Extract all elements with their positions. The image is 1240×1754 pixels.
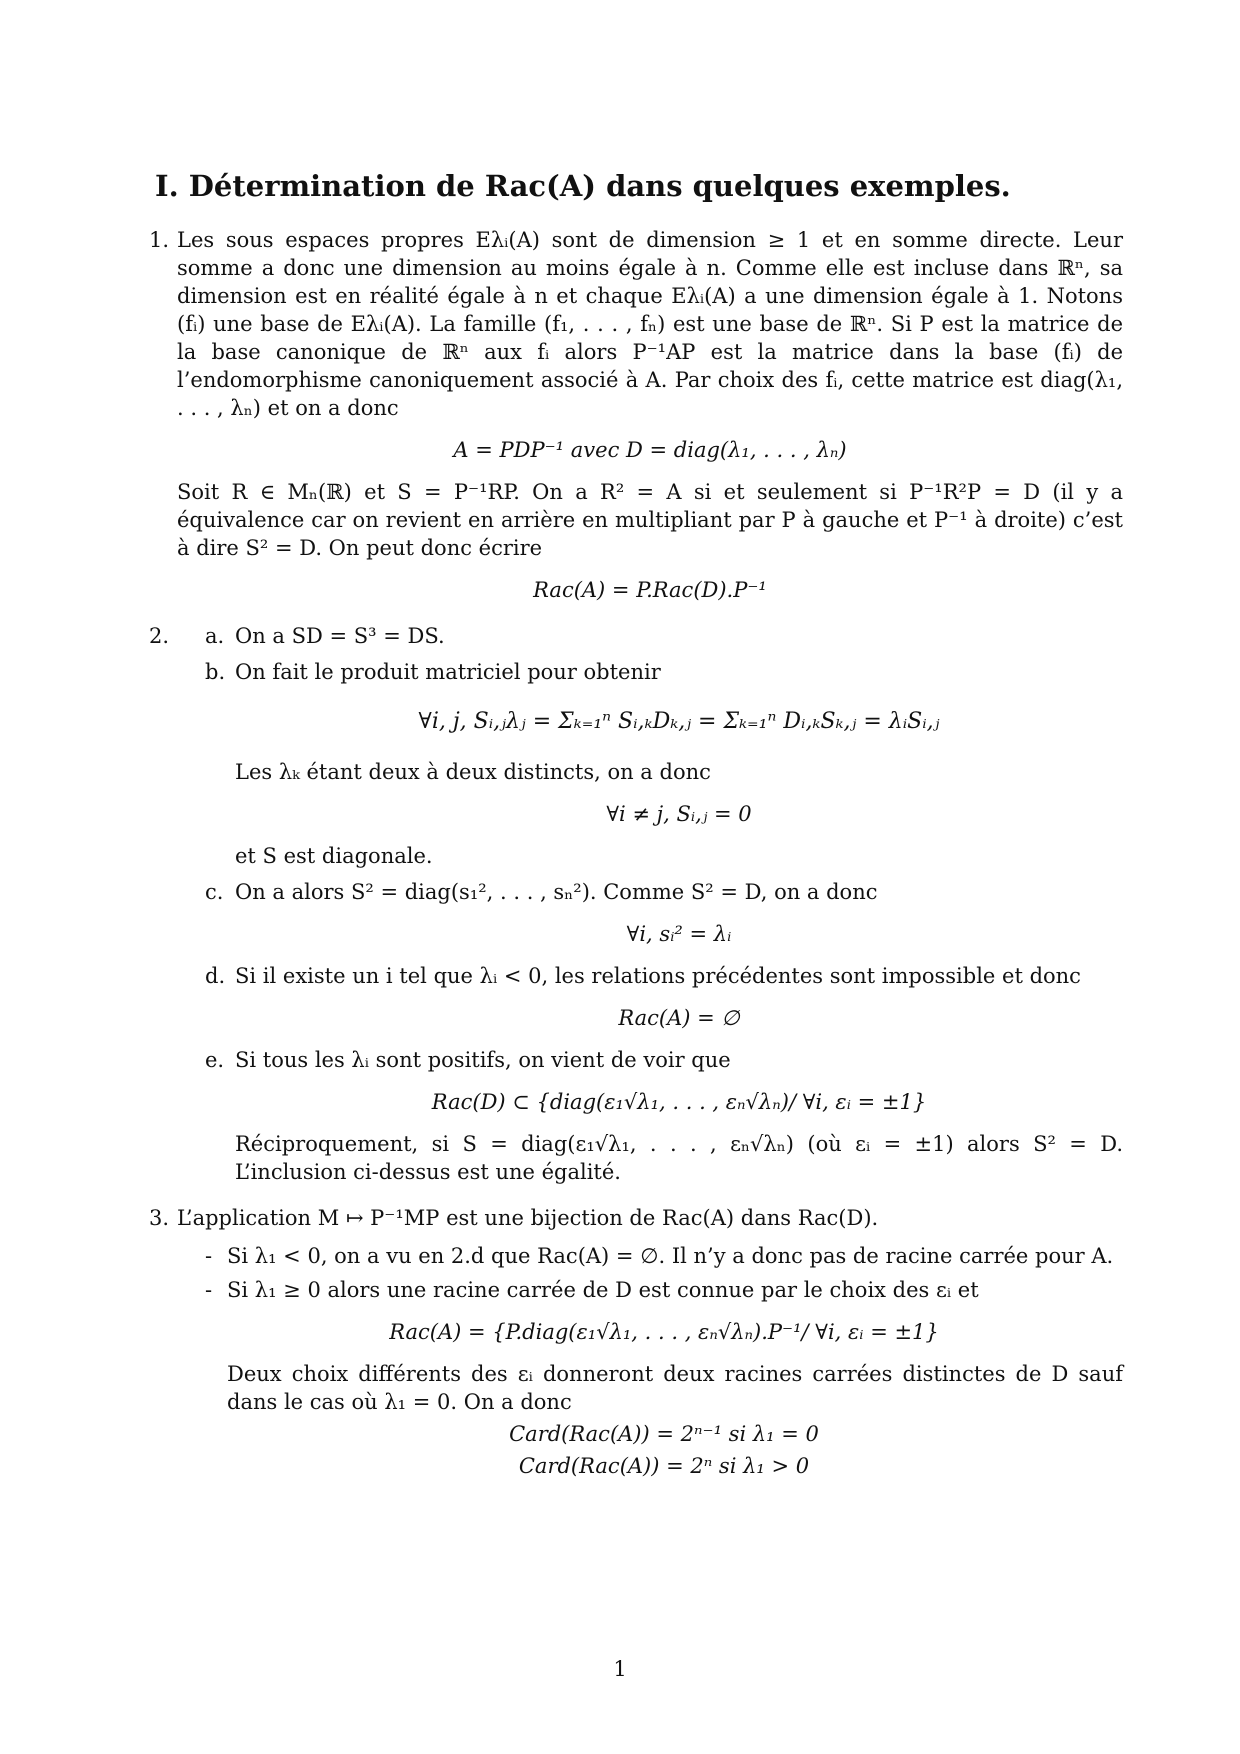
q3-equation: Rac(A) = {P.diag(ε₁√λ₁, . . . , εₙ√λₙ).P⁻¹/ ∀i, εᵢ = ±1} (389, 1320, 939, 1344)
question-1-number: 1. (149, 228, 170, 252)
q2-part-b (205, 658, 1123, 870)
q2-part-c-text: On a alors S² = diag(s₁², . . . , sₙ²). Comme S² = D, on a donc (235, 880, 878, 904)
q2-part-b-text: On fait le produit matriciel pour obtenir (235, 660, 661, 684)
document-page (149, 168, 1123, 1498)
q2-part-c-letter: c. (205, 880, 224, 904)
q2-part-e-equation: Rac(D) ⊂ {diag(ε₁√λ₁, . . . , εₙ√λₙ)/ ∀i, εᵢ = ±1} (431, 1090, 927, 1114)
q2-part-a-text: On a SD = S³ = DS. (235, 624, 445, 648)
section-title: I. Détermination de Rac(A) dans quelques exemples. (155, 169, 1011, 203)
q2-part-b-text-2: Les λₖ étant deux à deux distincts, on a donc (235, 760, 711, 784)
q3-equation-3: Card(Rac(A)) = 2ⁿ si λ₁ > 0 (518, 1454, 810, 1478)
q2-part-c-equation: ∀i, sᵢ² = λᵢ (626, 922, 732, 946)
question-1 (149, 226, 1123, 604)
q2-part-a (205, 622, 1123, 650)
q3-text-2: Deux choix différents des εᵢ donneront deux racines carrées distinctes de D sauf dans le cas où λ₁ = 0. On a donc (227, 1362, 1123, 1414)
q2-part-e-text-2: Réciproquement, si S = diag(ε₁√λ₁, . . . , εₙ√λₙ) (où εᵢ = ±1) alors S² = D. L’inclusion ci-dessus est une égalité. (235, 1132, 1123, 1184)
q2-part-b-text-3: et S est diagonale. (235, 844, 433, 868)
question-3-number: 3. (149, 1206, 170, 1230)
q3-equation-2: Card(Rac(A)) = 2ⁿ⁻¹ si λ₁ = 0 (509, 1422, 819, 1446)
q2-part-b-letter: b. (205, 660, 226, 684)
q2-part-c (205, 878, 1123, 948)
q1-paragraph-1: Les sous espaces propres Eλᵢ(A) sont de dimension ≥ 1 et en somme directe. Leur somme a donc une dimension au moins égale à n. Comme elle est incluse dans ℝⁿ, sa dimension est en réalité égale à n et chaque Eλᵢ(A) a une dimension égale à 1. Notons (fᵢ) une base de Eλᵢ(A). La famille (f₁, . . . , fₙ) est une base de ℝⁿ. Si P est la matrice de la base canonique de ℝⁿ aux fᵢ alors P⁻¹AP est la matrice dans la base (fᵢ) de l’endomorphisme canoniquement associé à A. Par choix des fᵢ, cette matrice est diag(λ₁, . . . , λₙ) et on a donc (177, 228, 1123, 420)
bullet-dash: - (205, 1244, 213, 1268)
q2-part-e-text: Si tous les λᵢ sont positifs, on vient de voir que (235, 1048, 731, 1072)
question-2 (149, 622, 1123, 1186)
q2-part-d-letter: d. (205, 964, 226, 988)
q1-equation-1: A = PDP⁻¹ avec D = diag(λ₁, . . . , λₙ) (453, 438, 847, 462)
q2-part-a-letter: a. (205, 624, 225, 648)
q2-part-e-letter: e. (205, 1048, 225, 1072)
q3-bullet-2-text: Si λ₁ ≥ 0 alors une racine carrée de D est connue par le choix des εᵢ et (227, 1278, 979, 1302)
q2-part-d-text: Si il existe un i tel que λᵢ < 0, les relations précédentes sont impossible et donc (235, 964, 1081, 988)
q1-equation-2: Rac(A) = P.Rac(D).P⁻¹ (533, 578, 767, 602)
bullet-dash: - (205, 1278, 213, 1302)
q2-part-d-equation: Rac(A) = ∅ (618, 1006, 740, 1030)
question-3 (149, 1204, 1123, 1480)
page-number: 1 (613, 1657, 627, 1681)
question-2-number: 2. (149, 624, 170, 648)
q1-paragraph-2: Soit R ∈ Mₙ(ℝ) et S = P⁻¹RP. On a R² = A si et seulement si P⁻¹R²P = D (il y a équivalence car on revient en arrière en multipliant par P à gauche et P⁻¹ à droite) c’est à dire S² = D. On peut donc écrire (177, 480, 1123, 560)
q2-part-d (205, 962, 1123, 1032)
q3-bullet-1-text: Si λ₁ < 0, on a vu en 2.d que Rac(A) = ∅. Il n’y a donc pas de racine carrée pour A. (227, 1244, 1114, 1268)
q3-bullet-list (205, 1242, 1123, 1480)
q2-part-b-equation-2: ∀i ≠ j, Sᵢ,ⱼ = 0 (606, 802, 752, 826)
q2-part-b-equation: ∀i, j, Sᵢ,ⱼλⱼ = Σₖ₌₁ⁿ Sᵢ,ₖDₖ,ⱼ = Σₖ₌₁ⁿ Dᵢ,ₖSₖ,ⱼ = λᵢSᵢ,ⱼ (418, 709, 940, 734)
q3-text: L’application M ↦ P⁻¹MP est une bijection de Rac(A) dans Rac(D). (177, 1206, 879, 1230)
q2-part-e (205, 1046, 1123, 1186)
q3-bullet-2 (205, 1276, 1123, 1304)
q3-bullet-1 (205, 1242, 1123, 1270)
